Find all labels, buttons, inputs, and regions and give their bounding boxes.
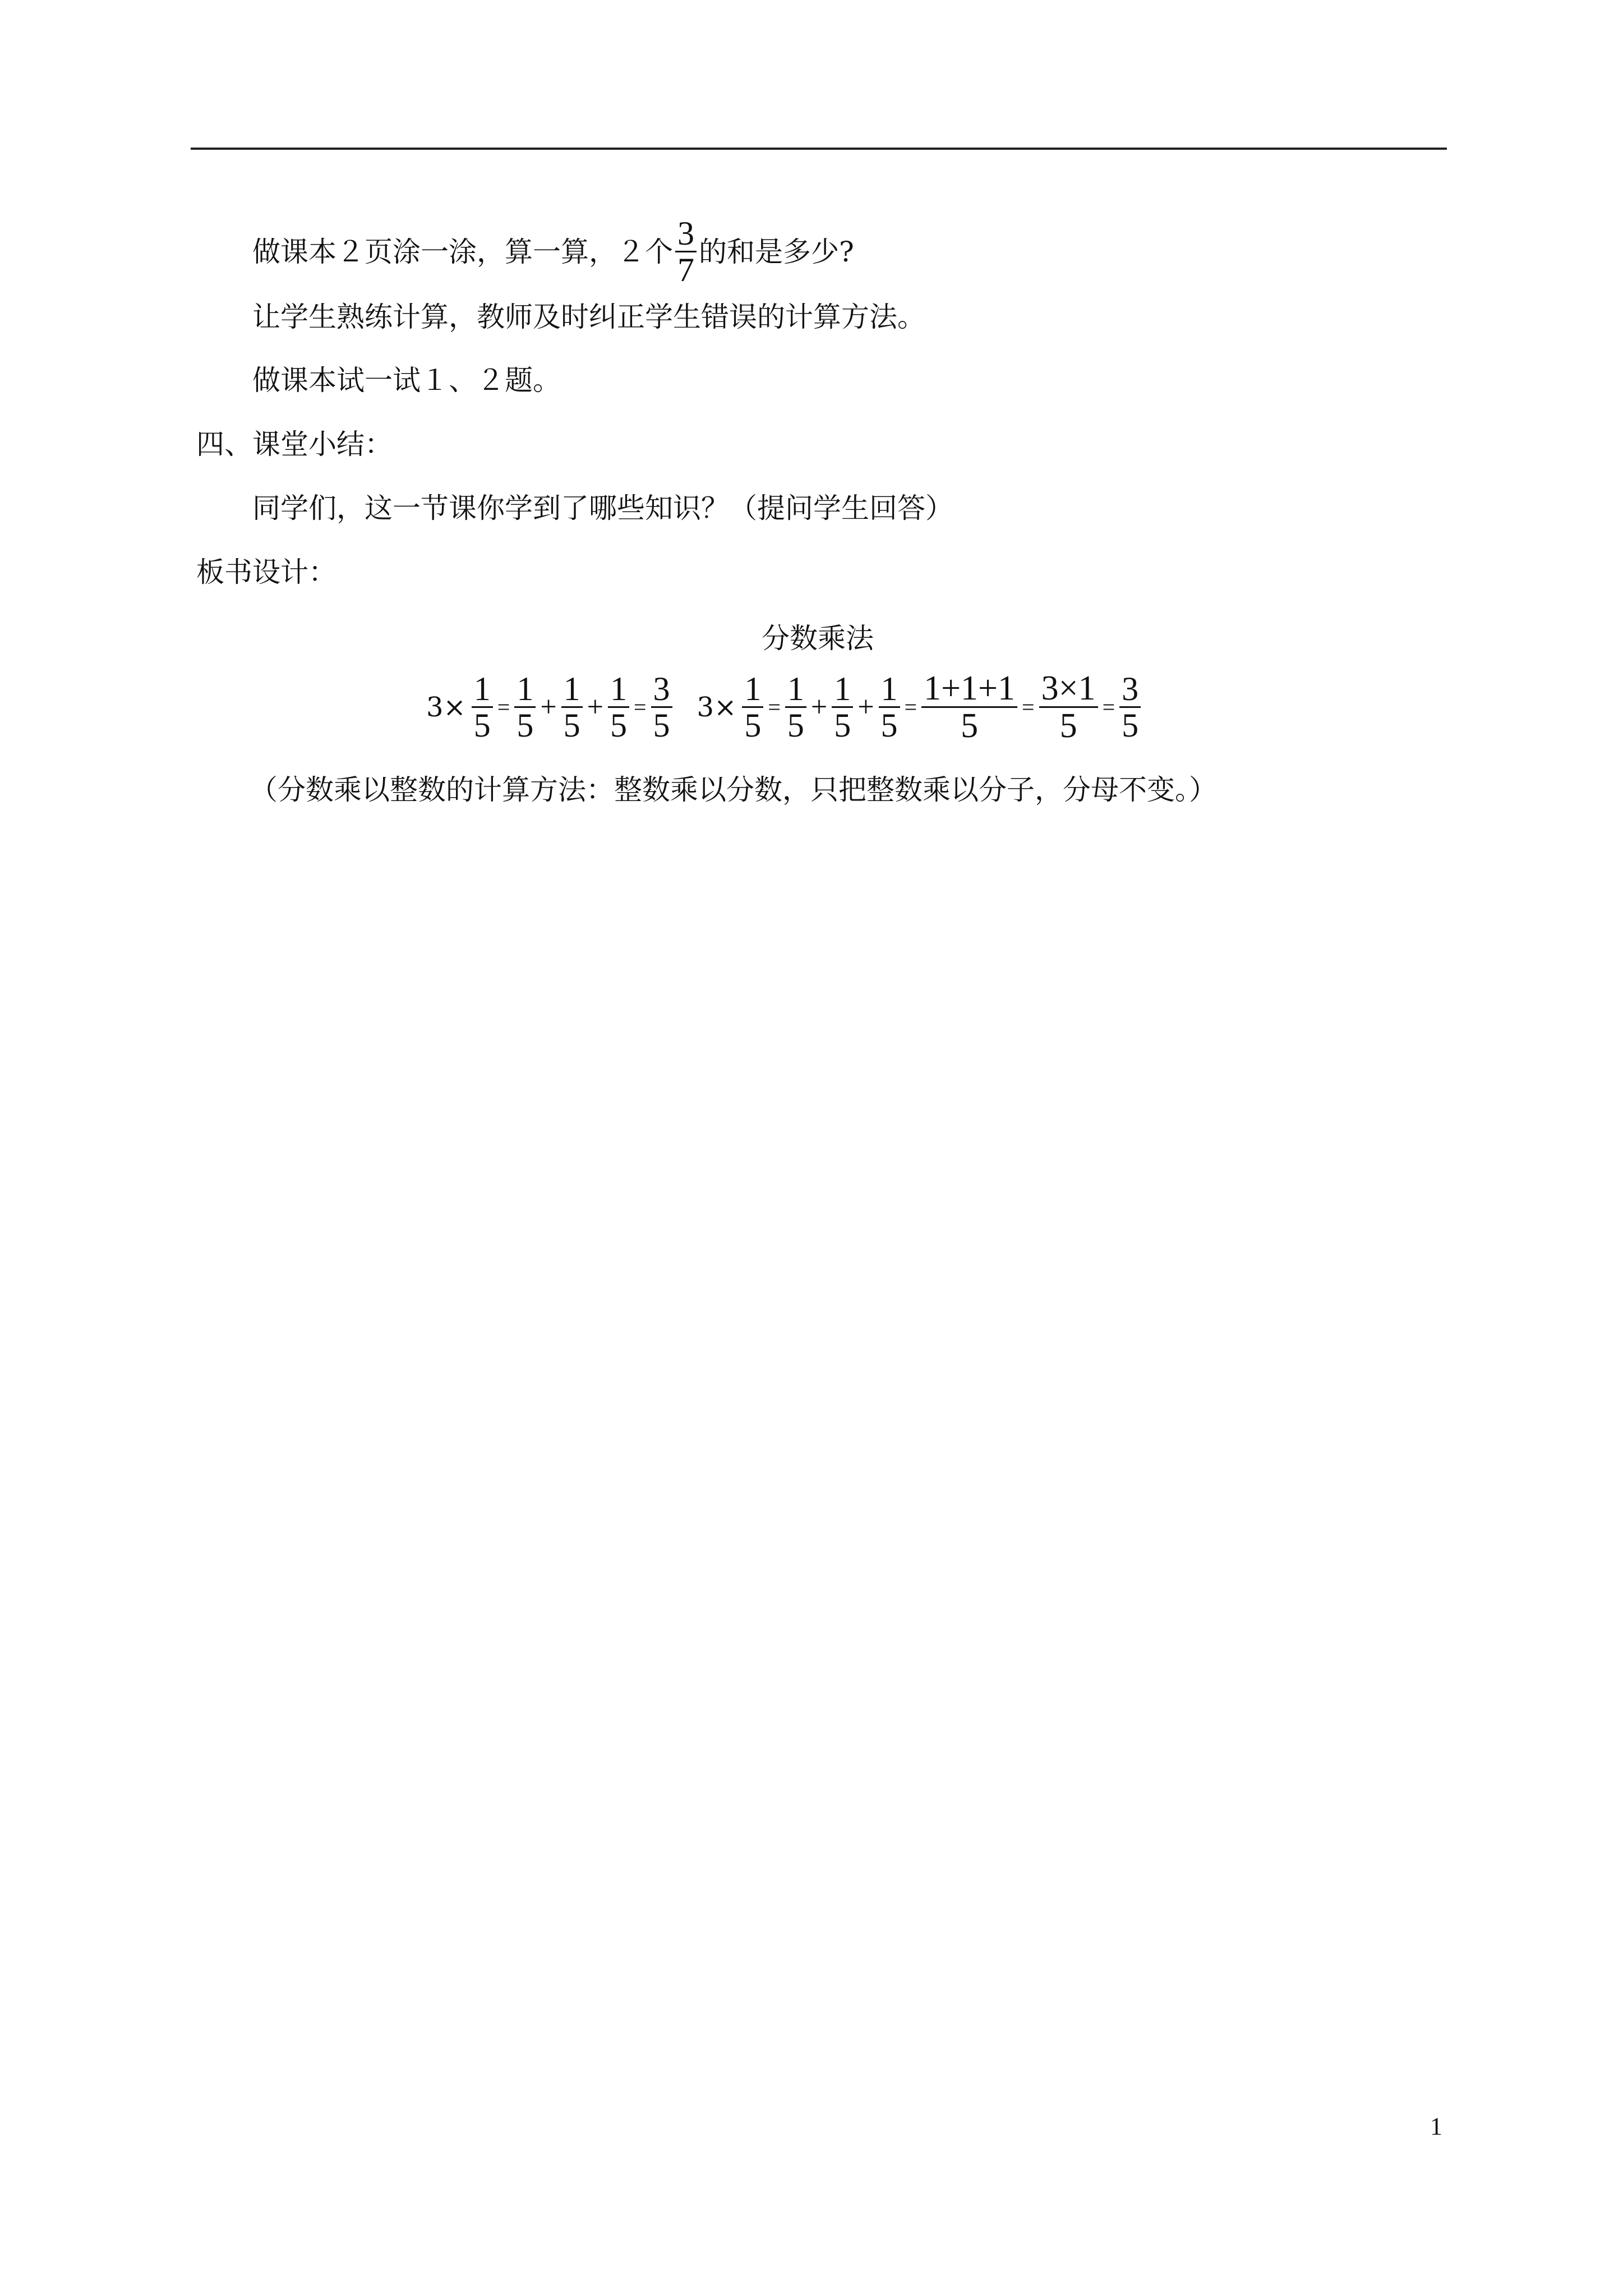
board-formula (426, 670, 1143, 744)
paragraph-line-5: 同学们，这一节课你学到了哪些知识？（提问学生回答） (252, 492, 953, 524)
line-1-text-before: 做课本２页涂一涂，算一算，２个 (252, 235, 673, 268)
frac-one-fifth: $\frac{1}{5}$ (472, 671, 493, 743)
line-1-text-after: 的和是多少? (699, 235, 854, 268)
frac-three-fifths: $\frac{3}{5}$ (1119, 671, 1141, 743)
equals-sign: = (497, 694, 510, 720)
formula-2-three-times: 3× (697, 691, 737, 723)
fraction-three-sevenths (675, 216, 697, 287)
plus-sign: + (587, 691, 603, 723)
fraction-denominator: 7 (677, 251, 694, 288)
equals-sign: = (633, 694, 647, 720)
frac-one-fifth: $\frac{1}{5}$ (832, 671, 853, 743)
frac-one-fifth: $\frac{1}{5}$ (514, 671, 536, 743)
board-design-label: 板书设计： (196, 556, 336, 588)
paragraph-line-2: 让学生熟练计算，教师及时纠正学生错误的计算方法。 (252, 301, 925, 333)
paragraph-line-1 (252, 216, 854, 287)
plus-sign: + (540, 691, 557, 723)
equals-sign: = (768, 694, 781, 720)
frac-one-fifth: $\frac{1}{5}$ (608, 671, 629, 743)
frac-one-fifth: $\frac{1}{5}$ (742, 671, 763, 743)
equals-sign: = (1022, 694, 1035, 720)
frac-three-fifths: $\frac{3}{5}$ (651, 671, 672, 743)
plus-sign: + (810, 691, 828, 723)
equals-sign: = (1102, 694, 1115, 720)
board-title: 分数乘法 (762, 622, 874, 655)
frac-sum-over-five: $\frac{1+1+1}{5}$ (921, 670, 1017, 744)
frac-one-fifth: $\frac{1}{5}$ (785, 671, 806, 743)
method-note: （分数乘以整数的计算方法：整数乘以分数，只把整数乘以分子，分母不变。） (250, 774, 1217, 806)
frac-one-fifth: $\frac{1}{5}$ (879, 671, 900, 743)
fraction-numerator: 3 (677, 215, 694, 252)
section-heading-summary: 四、课堂小结： (196, 428, 393, 461)
page-number: 1 (1430, 2113, 1442, 2140)
formula-1-three-times: 3× (426, 691, 466, 723)
plus-sign: + (857, 691, 874, 723)
equals-sign: = (904, 694, 917, 720)
frac-one-fifth: $\frac{1}{5}$ (561, 671, 583, 743)
paragraph-line-3: 做课本试一试１、２题。 (252, 364, 561, 397)
header-rule (191, 148, 1447, 150)
frac-product-over-five: $\frac{3\times 1}{5}$ (1039, 670, 1098, 744)
